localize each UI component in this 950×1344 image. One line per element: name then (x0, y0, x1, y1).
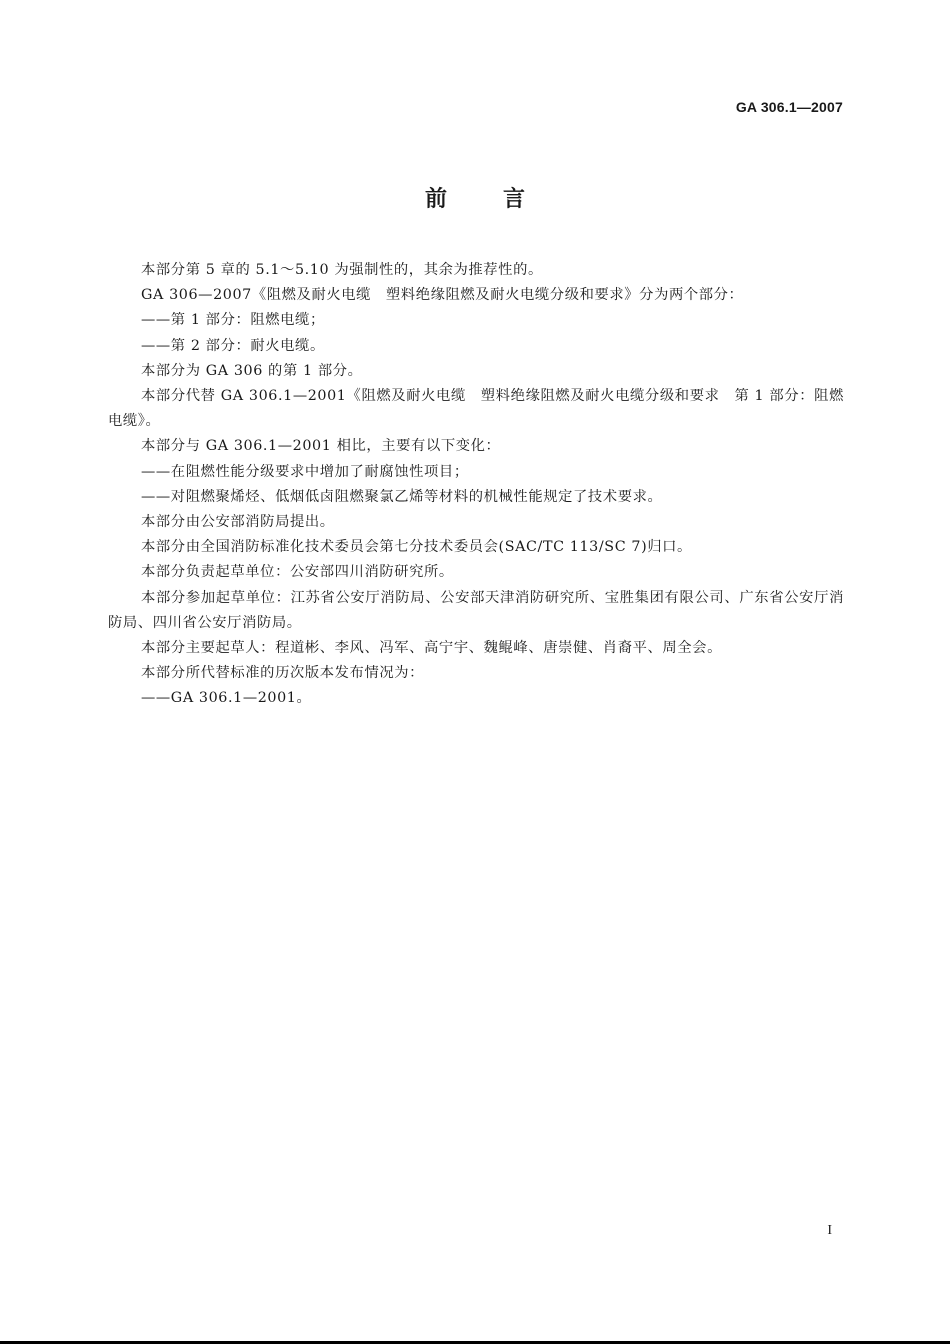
paragraph: 本部分主要起草人：程道彬、李风、冯军、高宁宇、魏鲲峰、唐崇健、肖裔平、周全会。 (141, 640, 722, 657)
paragraph: 本部分为 GA 306 的第 1 部分。 (141, 362, 363, 379)
paragraph: 本部分参加起草单位：江苏省公安厅消防局、公安部天津消防研究所、宝胜集团有限公司、广东省公安厅消防局、四川省公安厅消防局。 (108, 589, 844, 631)
paragraph: GA 306—2007《阻燃及耐火电缆 塑料绝缘阻燃及耐火电缆分级和要求》分为两个部分： (141, 287, 744, 304)
paragraph: 本部分负责起草单位：公安部四川消防研究所。 (141, 564, 454, 581)
paragraph: 本部分第 5 章的 5.1～5.10 为强制性的，其余为推荐性的。 (141, 262, 543, 278)
foreword-body (108, 258, 844, 712)
standard-number: GA 306.1—2007 (735, 99, 843, 115)
list-item: ——第 1 部分：阻燃电缆； (141, 312, 325, 329)
page-title: 前言 (424, 187, 581, 212)
list-item: ——GA 306.1—2001。 (141, 690, 312, 707)
paragraph: 本部分与 GA 306.1—2001 相比，主要有以下变化： (141, 438, 501, 455)
paragraph: 本部分所代替标准的历次版本发布情况为： (141, 665, 425, 682)
page-number: I (827, 1223, 832, 1238)
paragraph: 本部分代替 GA 306.1—2001《阻燃及耐火电缆 塑料绝缘阻燃及耐火电缆分级和要求 第 1 部分：阻燃电缆》。 (108, 388, 844, 430)
list-item: ——在阻燃性能分级要求中增加了耐腐蚀性项目； (141, 463, 469, 480)
paragraph: 本部分由公安部消防局提出。 (141, 514, 335, 531)
list-item: ——第 2 部分：耐火电缆。 (141, 337, 325, 354)
list-item: ——对阻燃聚烯烃、低烟低卤阻燃聚氯乙烯等材料的机械性能规定了技术要求。 (141, 488, 663, 505)
paragraph: 本部分由全国消防标准化技术委员会第七分技术委员会(SAC/TC 113/SC 7)归口。 (141, 539, 692, 556)
